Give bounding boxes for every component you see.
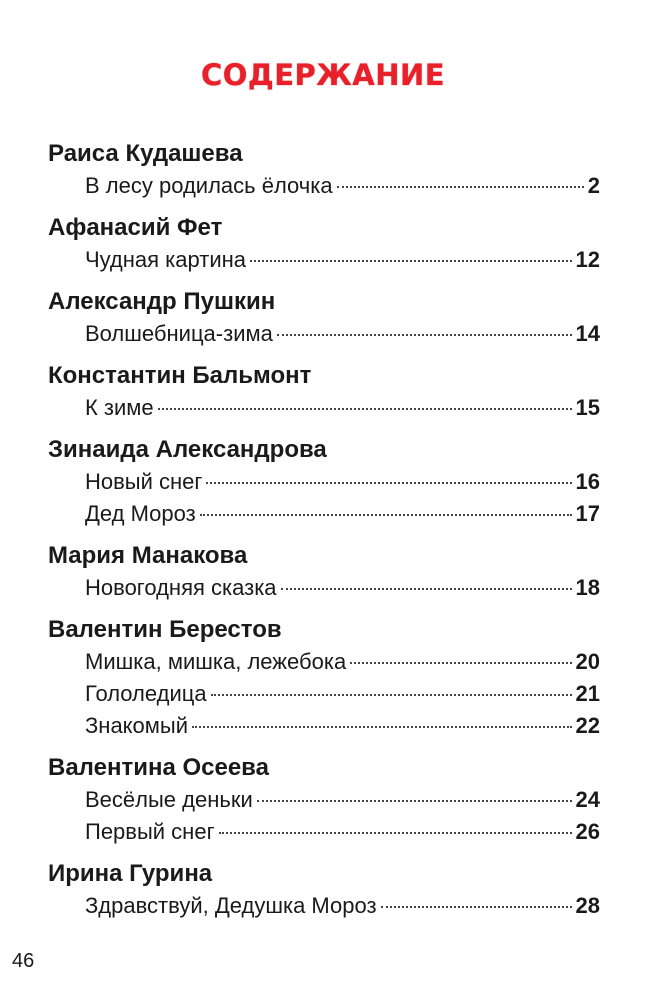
toc-entry[interactable] bbox=[85, 498, 600, 530]
toc-entry[interactable] bbox=[85, 784, 600, 816]
toc-section bbox=[48, 286, 600, 350]
dot-leader bbox=[211, 694, 572, 696]
dot-leader bbox=[158, 408, 572, 410]
dot-leader bbox=[192, 726, 572, 728]
entry-title: Новый снег bbox=[85, 469, 203, 494]
dot-leader bbox=[381, 906, 572, 908]
entry-title: Весёлые деньки bbox=[85, 787, 253, 812]
toc-section bbox=[48, 360, 600, 424]
author-name: Валентин Берестов bbox=[48, 616, 282, 643]
entry-page: 22 bbox=[575, 713, 600, 738]
dot-leader bbox=[281, 588, 572, 590]
entry-page: 21 bbox=[575, 681, 600, 706]
toc-entry[interactable] bbox=[85, 890, 600, 922]
table-of-contents bbox=[48, 138, 600, 932]
toc-section bbox=[48, 614, 600, 742]
toc-entry[interactable] bbox=[85, 392, 600, 424]
dot-leader bbox=[277, 334, 572, 336]
entry-title: Знакомый bbox=[85, 713, 189, 738]
author-name: Константин Бальмонт bbox=[48, 362, 312, 389]
author-name: Зинаида Александрова bbox=[48, 436, 327, 463]
dot-leader bbox=[206, 482, 571, 484]
toc-title: СОДЕРЖАНИЕ bbox=[200, 58, 446, 92]
entry-title: Новогодняя сказка bbox=[85, 575, 277, 600]
entry-title: К зиме bbox=[85, 395, 154, 420]
toc-entry[interactable] bbox=[85, 678, 600, 710]
entry-page: 24 bbox=[575, 787, 600, 812]
toc-section bbox=[48, 752, 600, 848]
entry-page: 2 bbox=[587, 173, 600, 198]
author-name: Афанасий Фет bbox=[48, 214, 223, 241]
page-number: 46 bbox=[12, 950, 35, 972]
toc-entry[interactable] bbox=[85, 466, 600, 498]
entry-title: Дед Мороз bbox=[85, 501, 196, 526]
dot-leader bbox=[200, 514, 572, 516]
author-name: Валентина Осеева bbox=[48, 754, 269, 781]
author-name: Александр Пушкин bbox=[48, 288, 276, 315]
entry-page: 26 bbox=[575, 819, 600, 844]
entry-page: 15 bbox=[575, 395, 600, 420]
entry-page: 18 bbox=[575, 575, 600, 600]
entry-title: Чудная картина bbox=[85, 247, 247, 272]
dot-leader bbox=[250, 260, 571, 262]
entry-page: 28 bbox=[575, 893, 600, 918]
toc-entry[interactable] bbox=[85, 244, 600, 276]
dot-leader bbox=[219, 832, 572, 834]
dot-leader bbox=[257, 800, 572, 802]
toc-entry[interactable] bbox=[85, 646, 600, 678]
toc-entry[interactable] bbox=[85, 572, 600, 604]
author-name: Мария Манакова bbox=[48, 542, 248, 569]
dot-leader bbox=[337, 186, 584, 188]
toc-entry[interactable] bbox=[85, 710, 600, 742]
entry-title: Здравствуй, Дедушка Мороз bbox=[85, 893, 377, 918]
toc-section bbox=[48, 540, 600, 604]
entry-title: Мишка, мишка, лежебока bbox=[85, 649, 347, 674]
entry-title: Волшебница-зима bbox=[85, 321, 273, 346]
entry-page: 14 bbox=[575, 321, 600, 346]
entry-page: 12 bbox=[575, 247, 600, 272]
toc-section bbox=[48, 434, 600, 530]
toc-section bbox=[48, 212, 600, 276]
toc-section bbox=[48, 858, 600, 922]
entry-page: 20 bbox=[575, 649, 600, 674]
dot-leader bbox=[350, 662, 571, 664]
toc-entry[interactable] bbox=[85, 170, 600, 202]
entry-page: 16 bbox=[575, 469, 600, 494]
author-name: Раиса Кудашева bbox=[48, 140, 243, 167]
toc-entry[interactable] bbox=[85, 318, 600, 350]
entry-title: Первый снег bbox=[85, 819, 215, 844]
toc-section bbox=[48, 138, 600, 202]
entry-page: 17 bbox=[575, 501, 600, 526]
toc-entry[interactable] bbox=[85, 816, 600, 848]
author-name: Ирина Гурина bbox=[48, 860, 213, 887]
entry-title: Гололедица bbox=[85, 681, 207, 706]
entry-title: В лесу родилась ёлочка bbox=[85, 173, 333, 198]
